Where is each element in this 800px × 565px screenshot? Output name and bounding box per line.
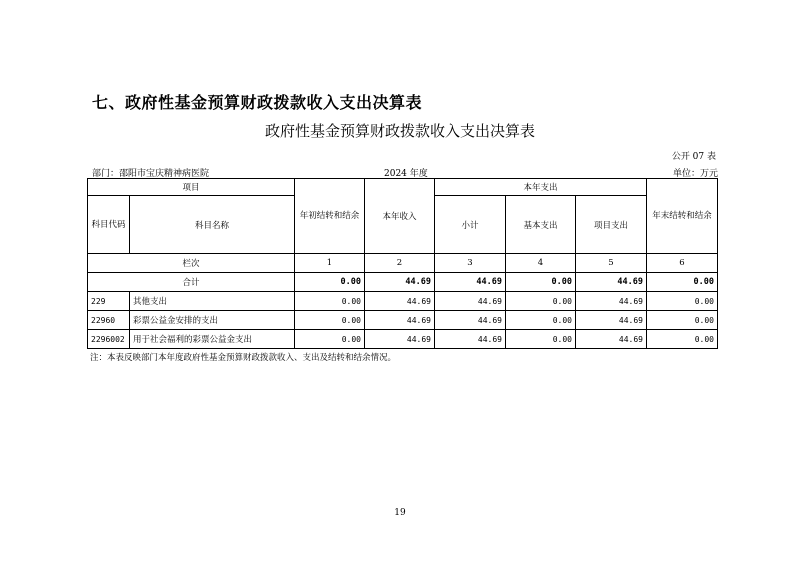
page-number: 19 [394, 508, 406, 518]
row-value: 0.00 [647, 311, 718, 330]
row-value: 0.00 [506, 330, 576, 349]
form-code: 公开 07 表 [671, 152, 716, 162]
table-note: 注：本表反映部门本年度政府性基金预算财政拨款收入、支出及结转和结余情况。 [90, 353, 397, 363]
column-index-cell: 4 [506, 254, 576, 273]
budget-table [87, 178, 718, 349]
column-index-label: 栏次 [88, 254, 295, 273]
header-basic-expenditure: 基本支出 [506, 196, 576, 254]
total-label: 合计 [88, 273, 295, 292]
row-value: 44.69 [365, 292, 435, 311]
header-project-expenditure: 项目支出 [576, 196, 647, 254]
column-index-cell: 2 [365, 254, 435, 273]
header-closing-balance: 年末结转和结余 [647, 179, 718, 254]
row-value: 0.00 [647, 292, 718, 311]
header-row-1 [88, 179, 718, 196]
column-index-cell: 3 [435, 254, 506, 273]
table-row [88, 311, 718, 330]
total-value: 0.00 [295, 273, 365, 292]
row-value: 44.69 [435, 330, 506, 349]
section-heading: 七、政府性基金预算财政拨款收入支出决算表 [92, 93, 423, 112]
subject-name: 其他支出 [130, 292, 295, 311]
table-row [88, 330, 718, 349]
meta-row [92, 166, 718, 178]
header-subject-name: 科目名称 [130, 196, 295, 254]
header-income: 本年收入 [365, 179, 435, 254]
total-value: 44.69 [576, 273, 647, 292]
header-expenditure-group: 本年支出 [435, 179, 647, 196]
table-title: 政府性基金预算财政拨款收入支出决算表 [264, 122, 535, 140]
header-item: 项目 [88, 179, 295, 196]
row-value: 0.00 [295, 292, 365, 311]
row-value: 0.00 [506, 311, 576, 330]
subject-code: 229 [88, 292, 130, 311]
column-index-cell: 1 [295, 254, 365, 273]
row-value: 44.69 [435, 311, 506, 330]
total-row [88, 273, 718, 292]
total-value: 44.69 [365, 273, 435, 292]
row-value: 44.69 [576, 330, 647, 349]
column-index-cell: 6 [647, 254, 718, 273]
row-value: 44.69 [365, 330, 435, 349]
header-opening-balance: 年初结转和结余 [295, 179, 365, 254]
header-subject-code: 科目代码 [88, 196, 130, 254]
row-value: 0.00 [295, 330, 365, 349]
total-value: 0.00 [506, 273, 576, 292]
subject-name: 彩票公益金安排的支出 [130, 311, 295, 330]
row-value: 44.69 [576, 311, 647, 330]
fiscal-year: 2024 年度 [384, 169, 428, 179]
subject-code: 22960 [88, 311, 130, 330]
row-value: 44.69 [435, 292, 506, 311]
total-value: 0.00 [647, 273, 718, 292]
row-value: 0.00 [295, 311, 365, 330]
row-value: 44.69 [576, 292, 647, 311]
total-value: 44.69 [435, 273, 506, 292]
subject-code: 2296002 [88, 330, 130, 349]
row-value: 0.00 [506, 292, 576, 311]
table-row [88, 292, 718, 311]
subject-name: 用于社会福利的彩票公益金支出 [130, 330, 295, 349]
department-label: 部门：邵阳市宝庆精神病医院 [92, 169, 210, 179]
header-subtotal: 小计 [435, 196, 506, 254]
column-index-cell: 5 [576, 254, 647, 273]
unit-label: 单位：万元 [672, 169, 718, 179]
row-value: 44.69 [365, 311, 435, 330]
row-value: 0.00 [647, 330, 718, 349]
column-index-row [88, 254, 718, 273]
